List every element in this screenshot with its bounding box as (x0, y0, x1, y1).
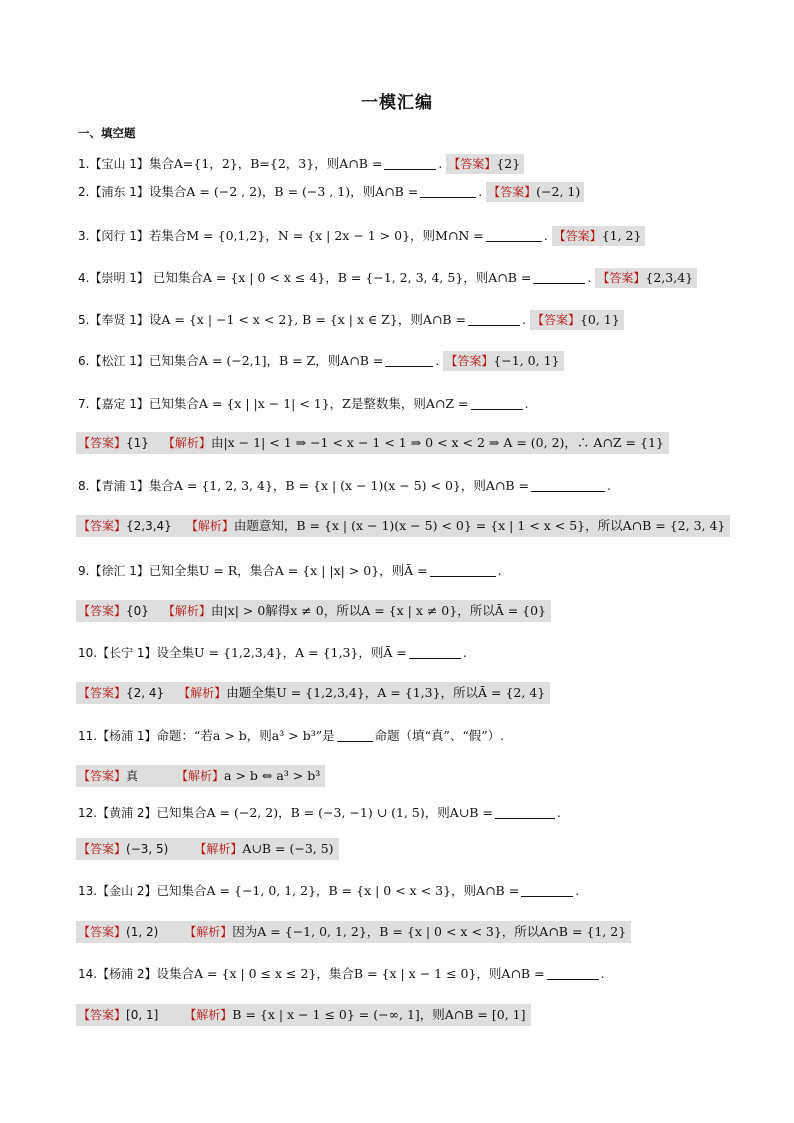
analysis-tag: 【解析】 (194, 842, 243, 856)
answer-tag: 【答案】 (553, 229, 602, 243)
page-title: 一模汇编 (361, 93, 433, 113)
answer-tag: 【答案】 (78, 1008, 127, 1022)
answer-tag: 【答案】 (78, 925, 127, 939)
answer-block-8 (76, 515, 730, 537)
answer-block-9 (76, 600, 551, 622)
answer-tag: 【答案】 (78, 519, 127, 533)
answer-value: 真 (126, 769, 139, 783)
analysis-text: A∪B = (−3, 5) (242, 841, 334, 856)
answer-tag: 【答案】 (78, 842, 127, 856)
question-text: 命题：“若a > b，则a³ > b³”是 (156, 728, 335, 743)
question-label: 2.【浦东 1】 (78, 185, 149, 199)
analysis-tag: 【解析】 (162, 604, 211, 618)
answer-blank (533, 269, 585, 284)
question-14: 14.【杨浦 2】设集合A = {x | 0 ≤ x ≤ 2}，集合B = {x | x − 1 ≤ 0}，则A∩B = . (78, 966, 605, 981)
analysis-text: 由|x − 1| < 1 ⇒ −1 < x − 1 < 1 ⇒ 0 < x < 2 ⇒ A = (0, 2)，∴ A∩Z = {1} (210, 435, 664, 450)
answer-value: {−1, 0, 1} (493, 353, 560, 368)
question-label: 6.【松江 1】 (78, 354, 149, 368)
analysis-tag: 【解析】 (184, 925, 233, 939)
answer-block-10 (76, 682, 550, 704)
answer-blank (495, 804, 555, 819)
question-2: 2.【浦东 1】设集合A = (−2 , 2)，B = (−3 , 1)，则A∩B = . 【答案】(−2, 1) (78, 181, 584, 203)
question-12: 12.【黄浦 2】已知集合A = (−2, 2)，B = (−3, −1) ∪ (1, 5)，则A∪B = . (78, 805, 561, 820)
answer-block-14 (76, 1004, 531, 1026)
question-text: 已知集合A = {x | 0 < x ≤ 4}，B = {−1, 2, 3, 4, 5}，则A∩B = (148, 270, 532, 285)
answer-tag: 【答案】 (78, 769, 127, 783)
question-label: 1.【宝山 1】 (78, 157, 149, 171)
question-11 (78, 725, 504, 747)
question-label: 8.【青浦 1】 (78, 479, 149, 493)
answer-highlight (443, 351, 563, 371)
answer-value: {0, 1} (579, 312, 620, 327)
question-label: 9.【徐汇 1】 (78, 564, 149, 578)
answer-highlight (446, 154, 524, 174)
answer-block-11 (76, 765, 325, 787)
answer-tag: 【答案】 (597, 271, 646, 285)
answer-tag: 【答案】 (445, 354, 494, 368)
answer-tag: 【答案】 (78, 436, 127, 450)
question-text: 设集合A = {x | 0 ≤ x ≤ 2}，集合B = {x | x − 1 ≤ 0}，则A∩B = (156, 966, 545, 981)
analysis-tag: 【解析】 (162, 436, 211, 450)
question-label: 10.【长宁 1】 (78, 646, 157, 660)
answer-blank (471, 395, 523, 410)
answer-blank (468, 311, 520, 326)
question-3: 3.【闵行 1】若集合M = {0,1,2}，N = {x | 2x − 1 > 0}，则M∩N = . 【答案】{1, 2} (78, 225, 645, 247)
question-text: 已知集合A = {x | |x − 1| < 1}，Z是整数集，则A∩Z = (148, 396, 469, 411)
section-heading: 一、填空题 (78, 126, 136, 140)
analysis-tag: 【解析】 (185, 519, 234, 533)
answer-blank (531, 477, 605, 492)
answer-value: [0, 1] (126, 1008, 159, 1022)
question-7: 7.【嘉定 1】已知集合A = {x | |x − 1| < 1}，Z是整数集，则A∩Z = . (78, 396, 529, 411)
answer-highlight (552, 226, 646, 246)
question-text-suffix: 命题（填“真”、“假”）. (374, 728, 505, 743)
question-label: 11.【杨浦 1】 (78, 729, 157, 743)
analysis-text: 由题意知，B = {x | (x − 1)(x − 5) < 0} = {x | 1 < x < 5}，所以A∩B = {2, 3, 4} (233, 518, 726, 533)
question-text: 集合A={1，2}，B={2，3}，则A∩B = (148, 156, 383, 171)
answer-blank (384, 155, 436, 170)
answer-highlight (595, 268, 697, 288)
question-13: 13.【金山 2】已知集合A = {−1, 0, 1, 2}，B = {x | 0 < x < 3}，则A∩B = . (78, 883, 580, 898)
question-1: 1.【宝山 1】集合A={1，2}，B={2，3}，则A∩B = . 【答案】{2} (78, 153, 524, 175)
analysis-tag: 【解析】 (184, 1008, 233, 1022)
answer-value: {2} (496, 156, 521, 171)
question-text: 设全集U = {1,2,3,4}，A = {1,3}，则Ā = (156, 645, 407, 660)
question-label: 14.【杨浦 2】 (78, 967, 157, 981)
answer-tag: 【答案】 (488, 185, 537, 199)
question-text: 集合A = {1, 2, 3, 4}，B = {x | (x − 1)(x − 5) < 0}，则A∩B = (148, 478, 529, 493)
answer-blank (337, 727, 373, 742)
question-text: 已知集合A = (−2, 2)，B = (−3, −1) ∪ (1, 5)，则A∪B = (156, 805, 493, 820)
question-label: 12.【黄浦 2】 (78, 806, 157, 820)
answer-block-7 (76, 432, 669, 454)
answer-tag: 【答案】 (531, 313, 580, 327)
analysis-text: B = {x | x − 1 ≤ 0} = (−∞, 1]，则A∩B = [0, 1] (232, 1007, 526, 1022)
answer-blank (430, 562, 496, 577)
question-text: 已知集合A = (−2,1]，B = Z，则A∩B = (148, 353, 384, 368)
answer-value: (−2, 1) (536, 184, 581, 199)
analysis-text: 因为A = {−1, 0, 1, 2}，B = {x | 0 < x < 3}，所以A∩B = {1, 2} (232, 924, 627, 939)
answer-tag: 【答案】 (78, 604, 127, 618)
analysis-tag: 【解析】 (176, 769, 225, 783)
question-label: 4.【崇明 1】 (78, 271, 149, 285)
question-label: 5.【奉贤 1】 (78, 313, 149, 327)
answer-blank (385, 352, 433, 367)
question-4: 4.【崇明 1】 已知集合A = {x | 0 < x ≤ 4}，B = {−1, 2, 3, 4, 5}，则A∩B = . 【答案】{2,3,4} (78, 267, 697, 289)
answer-value: (1, 2) (126, 925, 159, 939)
question-9: 9.【徐汇 1】已知全集U = R，集合A = {x | |x| > 0}，则Ā = . (78, 563, 502, 578)
answer-block-12 (76, 838, 339, 860)
question-text: 设集合A = (−2 , 2)，B = (−3 , 1)，则A∩B = (148, 184, 419, 199)
answer-blank (547, 965, 599, 980)
answer-block-13 (76, 921, 631, 943)
answer-blank (521, 882, 573, 897)
question-text: 已知全集U = R，集合A = {x | |x| > 0}，则Ā = (148, 563, 428, 578)
answer-value: {2, 4} (126, 686, 165, 700)
question-label: 3.【闵行 1】 (78, 229, 149, 243)
answer-blank (409, 644, 461, 659)
answer-value: {2,3,4} (126, 519, 172, 533)
analysis-text: a > b ⇔ a³ > b³ (224, 768, 321, 783)
answer-blank (420, 183, 476, 198)
question-text: 已知集合A = {−1, 0, 1, 2}，B = {x | 0 < x < 3}，则A∩B = (156, 883, 520, 898)
answer-highlight (486, 182, 584, 202)
answer-value: {1} (126, 436, 149, 450)
answer-value: {2,3,4} (645, 270, 694, 285)
answer-tag: 【答案】 (78, 686, 127, 700)
answer-blank (486, 227, 542, 242)
answer-tag: 【答案】 (448, 157, 497, 171)
analysis-text: 由题全集U = {1,2,3,4}，A = {1,3}，所以Ā = {2, 4} (226, 685, 546, 700)
question-10: 10.【长宁 1】设全集U = {1,2,3,4}，A = {1,3}，则Ā = . (78, 645, 467, 660)
question-8: 8.【青浦 1】集合A = {1, 2, 3, 4}，B = {x | (x − 1)(x − 5) < 0}，则A∩B = . (78, 478, 611, 493)
question-label: 7.【嘉定 1】 (78, 397, 149, 411)
analysis-text: 由|x| > 0解得x ≠ 0，所以A = {x | x ≠ 0}，所以Ā = {0} (210, 603, 546, 618)
question-label: 13.【金山 2】 (78, 884, 157, 898)
question-5: 5.【奉贤 1】设A = {x | −1 < x < 2}, B = {x | x ∈ Z}，则A∩B = . 【答案】{0, 1} (78, 309, 624, 331)
question-text: 设A = {x | −1 < x < 2}, B = {x | x ∈ Z}，则A∩B = (148, 312, 466, 327)
answer-value: {1, 2} (601, 228, 642, 243)
answer-value: (−3, 5) (126, 842, 169, 856)
answer-highlight (530, 310, 624, 330)
analysis-tag: 【解析】 (178, 686, 227, 700)
question-text: 若集合M = {0,1,2}，N = {x | 2x − 1 > 0}，则M∩N = (148, 228, 484, 243)
question-6: 6.【松江 1】已知集合A = (−2,1]，B = Z，则A∩B = . 【答案】{−1, 0, 1} (78, 350, 564, 372)
answer-value: {0} (126, 604, 149, 618)
